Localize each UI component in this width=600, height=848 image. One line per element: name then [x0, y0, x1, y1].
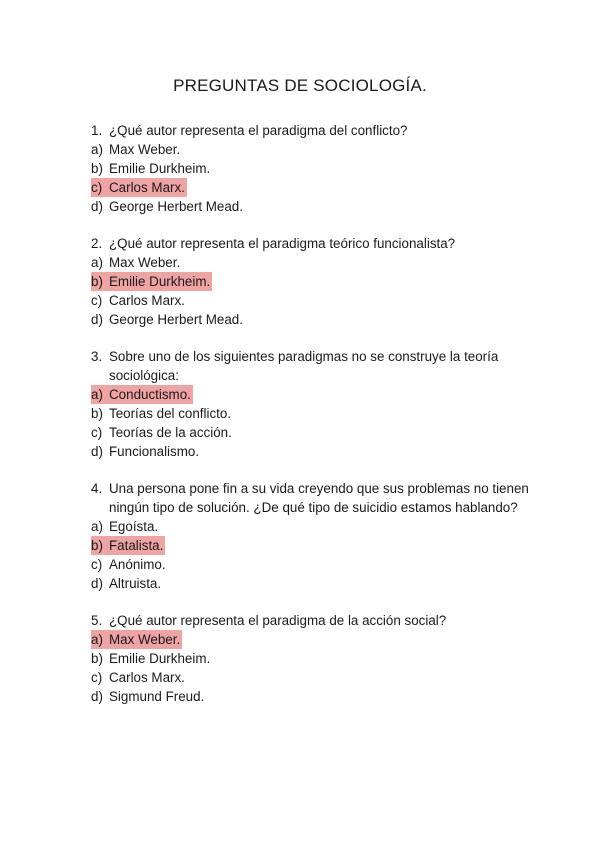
- option-letter: b): [91, 161, 103, 176]
- option-d: [91, 310, 531, 329]
- question-list: [91, 121, 531, 724]
- option-letter: b): [91, 406, 103, 421]
- option-text: Sigmund Freud.: [109, 689, 205, 704]
- option-text: Teorías de la acción.: [109, 425, 232, 440]
- option-letter: b): [91, 538, 103, 553]
- question-text: Sobre uno de los siguientes paradigmas no se construye la teoría sociológica:: [109, 349, 499, 383]
- option-letter: a): [91, 632, 103, 647]
- option-letter: a): [91, 387, 103, 402]
- question-number: 5.: [91, 613, 103, 628]
- option-letter: a): [91, 255, 103, 270]
- option-letter: d): [91, 312, 103, 327]
- option-d: [91, 687, 531, 706]
- option-text: Emilie Durkheim.: [109, 651, 211, 666]
- option-text: Carlos Marx.: [109, 180, 185, 195]
- option-a: [91, 253, 531, 272]
- option-c: [91, 555, 531, 574]
- option-a-correct: [91, 385, 531, 404]
- option-text: Carlos Marx.: [109, 293, 185, 308]
- option-text: Teorías del conflicto.: [109, 406, 232, 421]
- question-text: ¿Qué autor representa el paradigma del conflicto?: [109, 123, 408, 138]
- option-b: [91, 404, 531, 423]
- option-text: Emilie Durkheim.: [109, 274, 211, 289]
- question-text: ¿Qué autor representa el paradigma de la acción social?: [109, 613, 447, 628]
- option-letter: d): [91, 576, 103, 591]
- option-text: Max Weber.: [109, 142, 181, 157]
- option-b: [91, 159, 531, 178]
- question-text: Una persona pone fin a su vida creyendo que sus problemas no tienen ningún tipo de solución. ¿De qué tipo de suicidio estamos hablando?: [109, 481, 529, 515]
- option-text: Carlos Marx.: [109, 670, 185, 685]
- option-text: Egoísta.: [109, 519, 159, 534]
- option-text: Max Weber.: [109, 632, 181, 647]
- option-c: [91, 291, 531, 310]
- option-c-correct: [91, 178, 531, 197]
- option-text: Altruista.: [109, 576, 162, 591]
- option-a: [91, 140, 531, 159]
- option-letter: c): [91, 425, 103, 440]
- option-letter: d): [91, 689, 103, 704]
- question-stem: [91, 479, 531, 517]
- option-letter: d): [91, 444, 103, 459]
- option-c: [91, 423, 531, 442]
- question-5: [91, 611, 531, 706]
- option-b-correct: [91, 536, 531, 555]
- option-letter: a): [91, 142, 103, 157]
- option-letter: b): [91, 651, 103, 666]
- option-letter: a): [91, 519, 103, 534]
- question-number: 4.: [91, 481, 103, 496]
- question-stem: [91, 234, 531, 253]
- question-text: ¿Qué autor representa el paradigma teórico funcionalista?: [109, 236, 456, 251]
- option-a: [91, 517, 531, 536]
- option-text: Fatalista.: [109, 538, 164, 553]
- option-letter: c): [91, 557, 103, 572]
- option-b: [91, 649, 531, 668]
- option-c: [91, 668, 531, 687]
- option-text: Anónimo.: [109, 557, 166, 572]
- option-letter: c): [91, 180, 103, 195]
- question-stem: [91, 347, 531, 385]
- question-number: 2.: [91, 236, 103, 251]
- option-d: [91, 197, 531, 216]
- option-d: [91, 574, 531, 593]
- question-1: [91, 121, 531, 216]
- question-4: [91, 479, 531, 593]
- question-2: [91, 234, 531, 329]
- option-letter: c): [91, 293, 103, 308]
- option-text: Conductismo.: [109, 387, 191, 402]
- option-text: Max Weber.: [109, 255, 181, 270]
- option-text: George Herbert Mead.: [109, 312, 243, 327]
- option-letter: c): [91, 670, 103, 685]
- question-number: 3.: [91, 349, 103, 364]
- option-b-correct: [91, 272, 531, 291]
- question-3: [91, 347, 531, 461]
- option-text: Funcionalismo.: [109, 444, 200, 459]
- question-stem: [91, 121, 531, 140]
- option-letter: b): [91, 274, 103, 289]
- page-title: PREGUNTAS DE SOCIOLOGÍA.: [173, 76, 427, 95]
- option-text: Emilie Durkheim.: [109, 161, 211, 176]
- option-text: George Herbert Mead.: [109, 199, 243, 214]
- question-number: 1.: [91, 123, 103, 138]
- question-stem: [91, 611, 531, 630]
- option-a-correct: [91, 630, 531, 649]
- option-d: [91, 442, 531, 461]
- option-letter: d): [91, 199, 103, 214]
